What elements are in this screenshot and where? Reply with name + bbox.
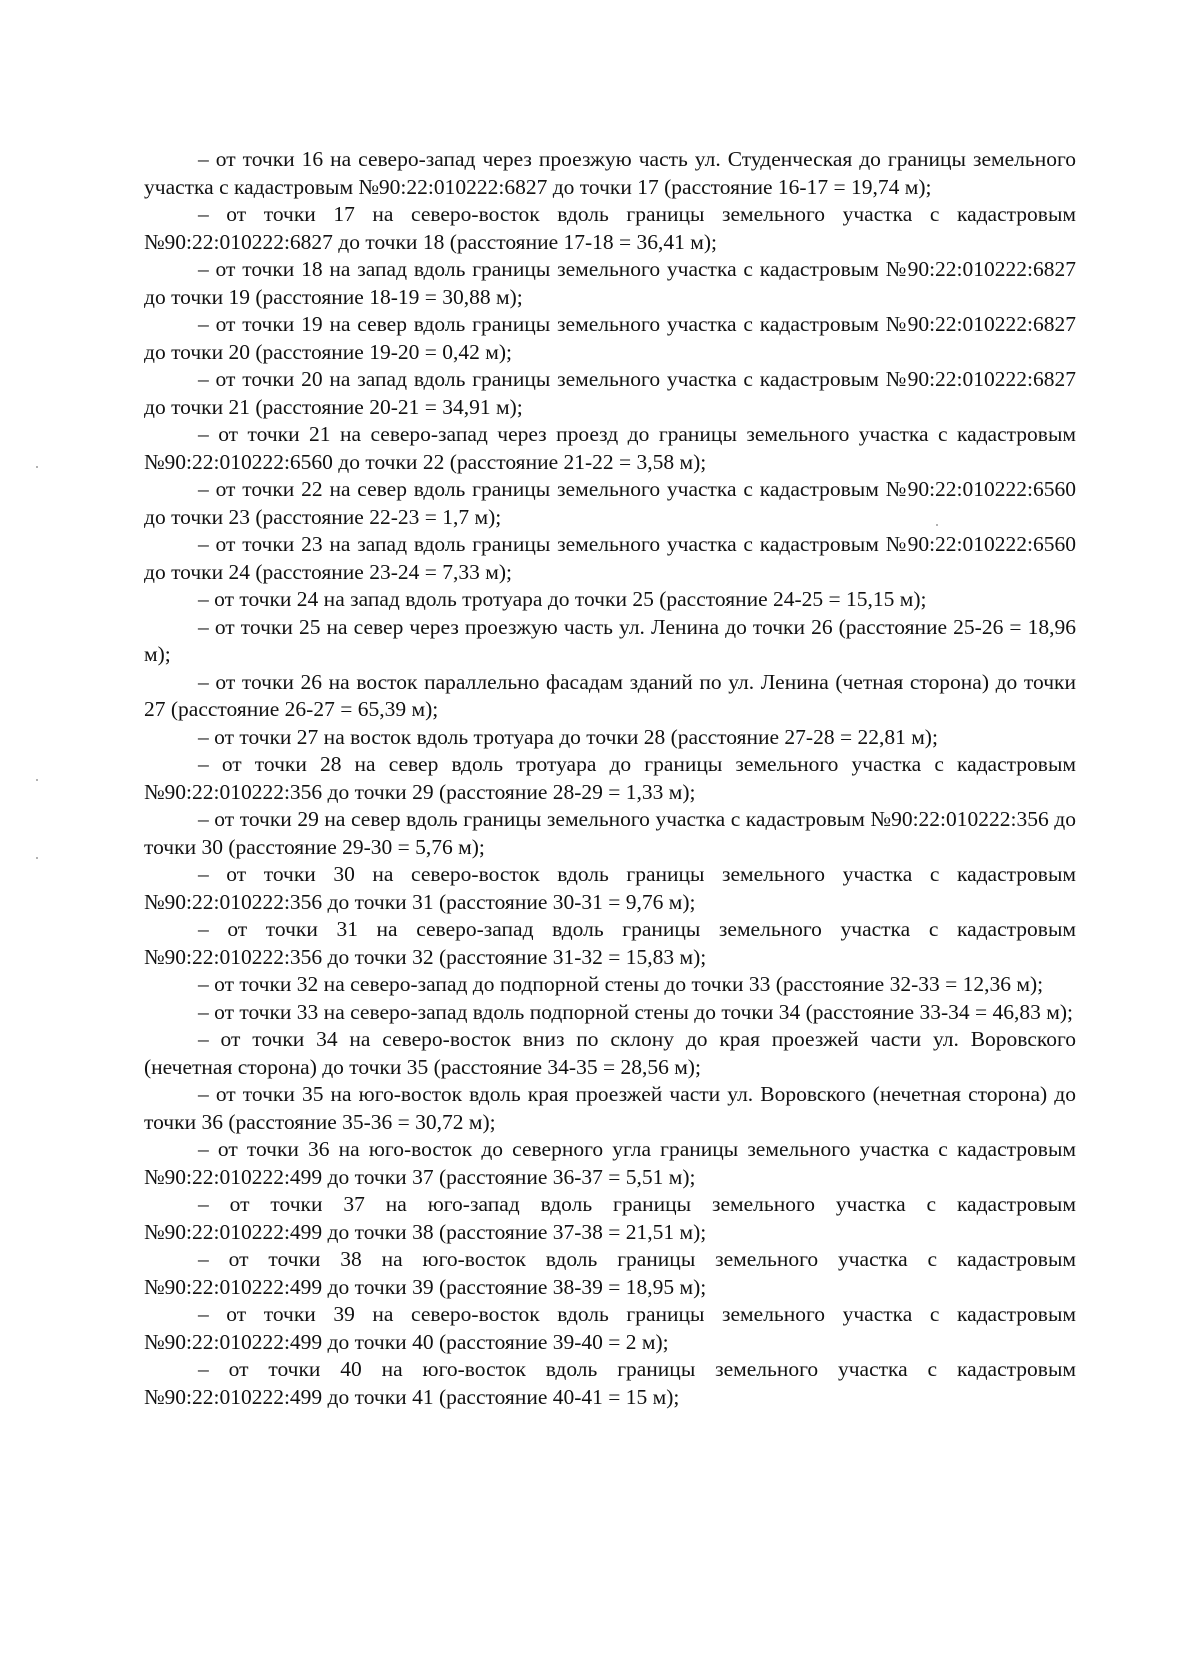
boundary-segment-17-18: – от точки 17 на северо-восток вдоль границы земельного участка с кадастровым №90:22:010222:6827 до точки 18 (расстояние 17-18 = 36,41 м);: [144, 202, 1076, 254]
document-page: [144, 146, 1076, 1411]
boundary-segment-34-35: – от точки 34 на северо-восток вниз по склону до края проезжей части ул. Воровского (нечетная сторона) до точки 35 (расстояние 34-35 = 28,56 м);: [144, 1027, 1076, 1079]
boundary-segment-25-26: – от точки 25 на север через проезжую часть ул. Ленина до точки 26 (расстояние 25-26 = 18,96 м);: [144, 614, 1076, 666]
scan-speck: [36, 779, 38, 781]
boundary-segment-20-21: – от точки 20 на запад вдоль границы земельного участка с кадастровым №90:22:010222:6827 до точки 21 (расстояние 20-21 = 34,91 м);: [144, 367, 1076, 419]
boundary-segment-28-29: – от точки 28 на север вдоль тротуара до границы земельного участка с кадастровым №90:22:010222:356 до точки 29 (расстояние 28-29 = 1,33 м);: [144, 752, 1076, 804]
boundary-segment-21-22: – от точки 21 на северо-запад через проезд до границы земельного участка с кадастровым №90:22:010222:6560 до точки 22 (расстояние 21-22 = 3,58 м);: [144, 422, 1076, 474]
boundary-segment-32-33: – от точки 32 на северо-запад до подпорной стены до точки 33 (расстояние 32-33 = 12,36 м);: [198, 972, 1044, 996]
boundary-segment-27-28: – от точки 27 на восток вдоль тротуара до точки 28 (расстояние 27-28 = 22,81 м);: [198, 724, 938, 749]
scan-speck: [936, 524, 938, 526]
scan-speck: [36, 466, 38, 468]
boundary-segment-31-32: – от точки 31 на северо-запад вдоль границы земельного участка с кадастровым №90:22:010222:356 до точки 32 (расстояние 31-32 = 15,83 м);: [144, 917, 1076, 969]
boundary-segment-19-20: – от точки 19 на север вдоль границы земельного участка с кадастровым №90:22:010222:6827 до точки 20 (расстояние 19-20 = 0,42 м);: [144, 312, 1076, 364]
boundary-segment-22-23: – от точки 22 на север вдоль границы земельного участка с кадастровым №90:22:010222:6560 до точки 23 (расстояние 22-23 = 1,7 м);: [144, 477, 1076, 529]
boundary-segment-35-36: – от точки 35 на юго-восток вдоль края проезжей части ул. Воровского (нечетная сторона) до точки 36 (расстояние 35-36 = 30,72 м);: [144, 1082, 1076, 1134]
boundary-segment-37-38: – от точки 37 на юго-запад вдоль границы земельного участка с кадастровым №90:22:010222:499 до точки 38 (расстояние 37-38 = 21,51 м);: [144, 1192, 1076, 1244]
boundary-segment-30-31: – от точки 30 на северо-восток вдоль границы земельного участка с кадастровым №90:22:010222:356 до точки 31 (расстояние 30-31 = 9,76 м);: [144, 862, 1076, 914]
boundary-segment-16-17: – от точки 16 на северо-запад через проезжую часть ул. Студенческая до границы земельного участка с кадастровым №90:22:010222:6827 до точки 17 (расстояние 16-17 = 19,74 м);: [144, 147, 1076, 199]
scan-speck: [36, 857, 38, 859]
boundary-segment-18-19: – от точки 18 на запад вдоль границы земельного участка с кадастровым №90:22:010222:6827 до точки 19 (расстояние 18-19 = 30,88 м);: [144, 257, 1076, 309]
boundary-segment-24-25: – от точки 24 на запад вдоль тротуара до точки 25 (расстояние 24-25 = 15,15 м);: [198, 587, 927, 611]
boundary-segment-40-41: – от точки 40 на юго-восток вдоль границы земельного участка с кадастровым №90:22:010222:499 до точки 41 (расстояние 40-41 = 15 м);: [144, 1357, 1076, 1409]
boundary-segment-26-27: – от точки 26 на восток параллельно фасадам зданий по ул. Ленина (четная сторона) до точки 27 (расстояние 26-27 = 65,39 м);: [144, 669, 1076, 721]
boundary-segment-36-37: – от точки 36 на юго-восток до северного угла границы земельного участка с кадастровым №90:22:010222:499 до точки 37 (расстояние 36-37 = 5,51 м);: [144, 1137, 1076, 1189]
boundary-segment-23-24: – от точки 23 на запад вдоль границы земельного участка с кадастровым №90:22:010222:6560 до точки 24 (расстояние 23-24 = 7,33 м);: [144, 532, 1076, 584]
boundary-segment-33-34: – от точки 33 на северо-запад вдоль подпорной стены до точки 34 (расстояние 33-34 = 46,83 м);: [198, 999, 1073, 1024]
boundary-segment-39-40: – от точки 39 на северо-восток вдоль границы земельного участка с кадастровым №90:22:010222:499 до точки 40 (расстояние 39-40 = 2 м);: [144, 1302, 1076, 1354]
boundary-segment-38-39: – от точки 38 на юго-восток вдоль границы земельного участка с кадастровым №90:22:010222:499 до точки 39 (расстояние 38-39 = 18,95 м);: [144, 1247, 1076, 1299]
boundary-segment-29-30: – от точки 29 на север вдоль границы земельного участка с кадастровым №90:22:010222:356 до точки 30 (расстояние 29-30 = 5,76 м);: [144, 807, 1076, 859]
